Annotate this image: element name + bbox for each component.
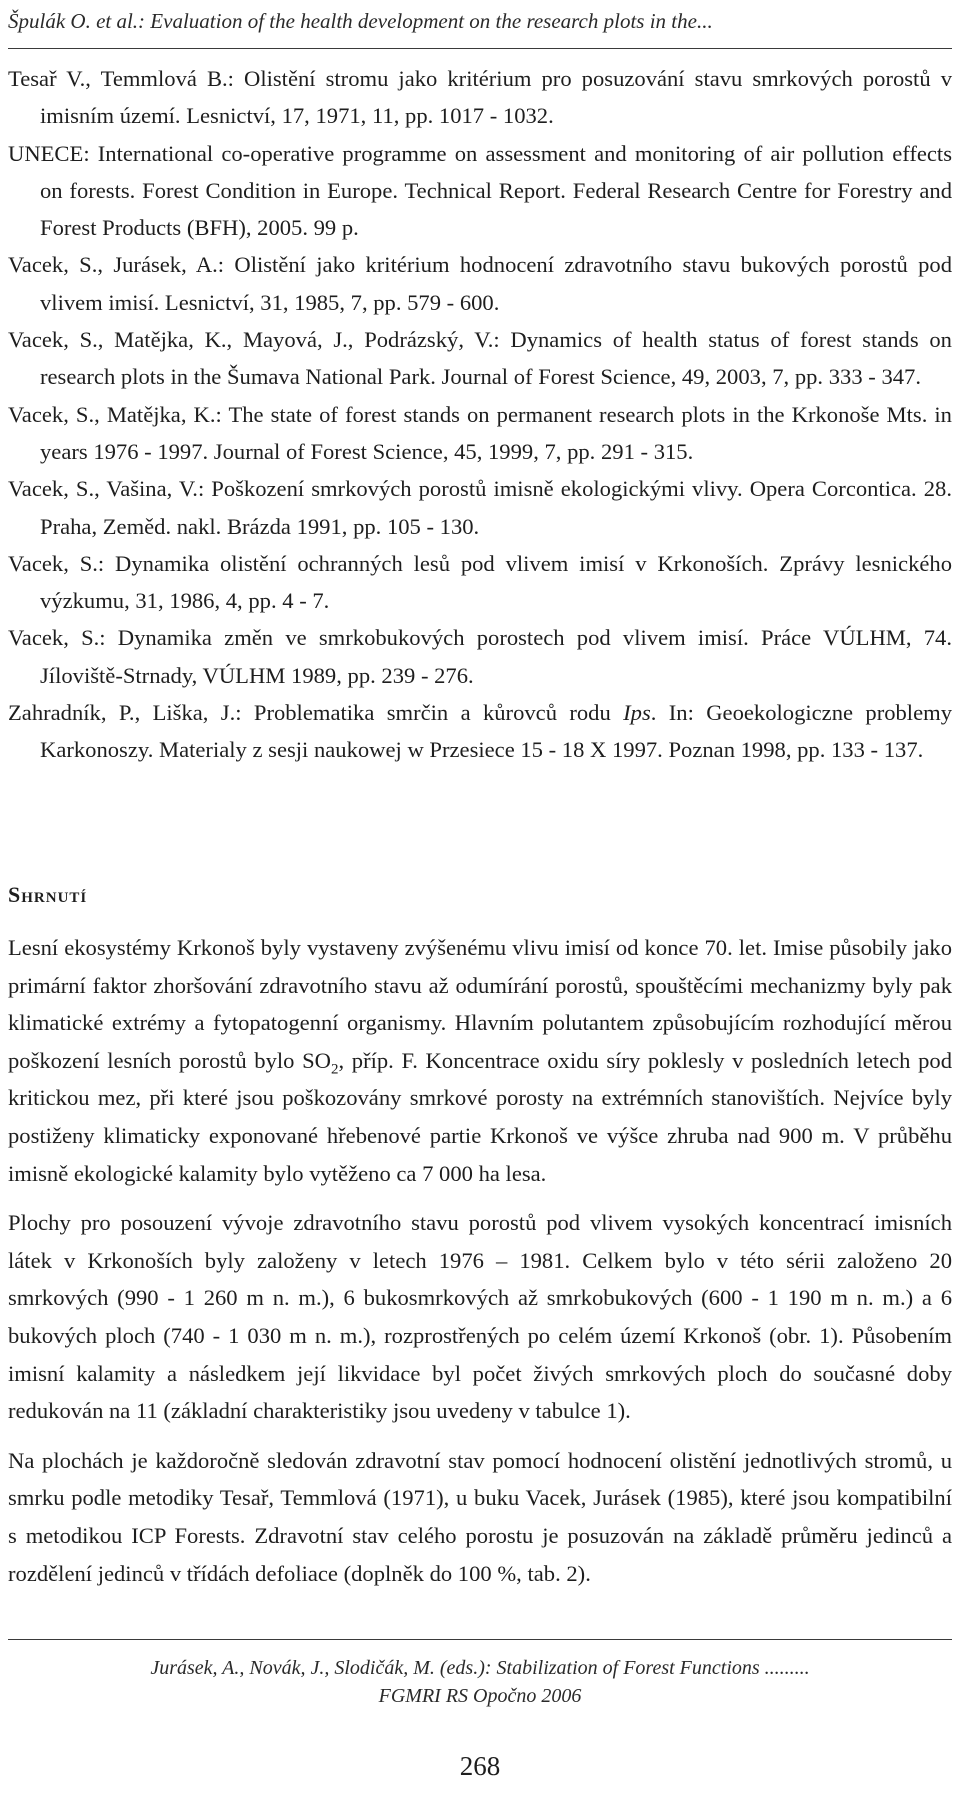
- citation-line: Jurásek, A., Novák, J., Slodičák, M. (eds.): Stabilization of Forest Functions .........: [150, 1657, 810, 1679]
- reference-authors: UNECE: [8, 140, 84, 166]
- reference-authors: Vacek, S., Jurásek, A.: [8, 252, 218, 278]
- reference-text: : Poškození smrkových porostů imisně ekologickými vlivy. Opera Corcontica. 28. Praha, Zeměd. nakl. Brázda 1991, pp. 105 - 130.: [40, 476, 952, 539]
- paragraph-text: , příp. F. Koncentrace oxidu síry poklesly v posledních letech pod kritickou mez, při které jsou poškozovány smrkové porosty na extrémních stanovištích. Nejvíce byly postiženy klimaticky exponované hřebenové partie Krkonoš ve výšce zhruba nad 900 m. V průběhu imisně ekologické kalamity bylo vytěženo ca 7 000 ha lesa.: [8, 1047, 952, 1186]
- reference-authors: Vacek, S.: [8, 625, 100, 651]
- summary-paragraph: Na plochách je každoročně sledován zdravotní stav pomocí hodnocení olistění jednotlivých stromů, u smrku podle metodiky Tesař, Temmlová (1971), u buku Vacek, Jurásek (1985), které jsou kompatibilní s metodikou ICP Forests. Zdravotní stav celého porostu je posuzován na základě průměru jedinců a rozdělení jedinců v třídách defoliace (doplněk do 100 %, tab. 2).: [8, 1447, 952, 1586]
- reference-item: [8, 619, 952, 694]
- reference-text: : Dynamika změn ve smrkobukových porostech pod vlivem imisí. Práce VÚLHM, 74. Jíloviště-Strnady, VÚLHM 1989, pp. 239 - 276.: [40, 625, 952, 688]
- reference-item: [8, 60, 952, 135]
- reference-text: : The state of forest stands on permanent research plots in the Krkonoše Mts. in years 1976 - 1997. Journal of Forest Science, 45, 1999, 7, pp. 291 - 315.: [40, 401, 952, 464]
- reference-authors: Tesař V., Temmlová B.: [8, 66, 228, 91]
- reference-item: [8, 470, 952, 545]
- reference-item: [8, 135, 952, 247]
- reference-authors: Vacek, S., Vašina, V.: [8, 476, 198, 502]
- reference-text: : Problematika smrčin a kůrovců rodu: [235, 700, 624, 726]
- reference-item: [8, 246, 952, 321]
- reference-text: : Dynamika olistění ochranných lesů pod vlivem imisí v Krkonoších. Zprávy lesnického výzkumu, 31, 1986, 4, pp. 4 - 7.: [40, 550, 952, 614]
- summary-section: [8, 929, 952, 1604]
- reference-item: [8, 321, 952, 396]
- reference-text: : Dynamics of health status of forest stands on research plots in the Šumava National Park. Journal of Forest Science, 49, 2003, 7, pp. 333 - 347.: [40, 327, 952, 390]
- header-rule: [8, 48, 952, 49]
- reference-item: [8, 694, 952, 769]
- reference-item: [8, 396, 952, 471]
- section-heading: Shrnutí: [8, 882, 88, 907]
- summary-paragraph: Plochy pro posouzení vývoje zdravotního stavu porostů pod vlivem vysokých koncentrací imisních látek v Krkonoších byly založeny v letech 1976 – 1981. Celkem bylo v této sérii založeno 20 smrkových (990 - 1 260 m n. m.), 6 bukosmrkových až smrkobukových (600 - 1 190 m n. m.) a 6 bukových ploch (740 - 1 030 m n. m.), rozprostřených po celém území Krkonoš (obr. 1). Působením imisní kalamity a následkem její likvidace byl počet živých smrkových ploch do současné doby redukován na 11 (základní charakteristiky jsou uvedeny v tabulce 1).: [8, 1210, 952, 1424]
- paragraph-text: Lesní ekosystémy Krkonoš byly vystaveny zvýšenému vlivu imisí od konce 70. let. Imise působily jako primární faktor zhoršování zdravotního stavu až odumírání porostů, spouštěcími mechanizmy byly pak klimatické extrémy a fytopatogenní organismy. Hlavním polutantem způsobujícím rozhodující měrou poškození lesních porostů bylo SO: [8, 935, 952, 1073]
- summary-paragraph: [8, 929, 952, 1192]
- genus-name: Ips: [623, 700, 651, 726]
- footer-rule: [8, 1639, 952, 1640]
- reference-item: [8, 545, 952, 620]
- reference-authors: Vacek, S.: [8, 550, 98, 576]
- reference-authors: Vacek, S., Matějka, K., Mayová, J., Podrázský, V.: [8, 327, 494, 353]
- citation-line: FGMRI RS Opočno 2006: [378, 1685, 582, 1707]
- reference-authors: Vacek, S., Matějka, K.: [8, 401, 216, 427]
- reference-text: : Olistění stromu jako kritérium pro posuzování stavu smrkových porostů v imisním území. Lesnictví, 17, 1971, 11, pp. 1017 - 1032.: [40, 66, 952, 129]
- reference-authors: Zahradník, P., Liška, J.: [8, 700, 236, 726]
- subscript: 2: [330, 1061, 339, 1078]
- reference-text: . In: Geoekologiczne problemy Karkonoszy. Materialy z sesji naukowej w Przesiece 15 - 18 X 1997. Poznan 1998, pp. 133 - 137.: [40, 700, 952, 763]
- reference-text: : Olistění jako kritérium hodnocení zdravotního stavu bukových porostů pod vlivem imisí. Lesnictví, 31, 1985, 7, pp. 579 - 600.: [40, 252, 952, 315]
- reference-text: : International co-operative programme on assessment and monitoring of air pollution effects on forests. Forest Condition in Europe. Technical Report. Federal Research Centre for Forestry and Forest Products (BFH), 2005. 99 p.: [40, 140, 952, 241]
- reference-list: [8, 60, 952, 769]
- footer-citation: [0, 1654, 960, 1710]
- running-head: Špulák O. et al.: Evaluation of the health development on the research plots in the...: [8, 9, 713, 33]
- page-number: 268: [459, 1751, 501, 1781]
